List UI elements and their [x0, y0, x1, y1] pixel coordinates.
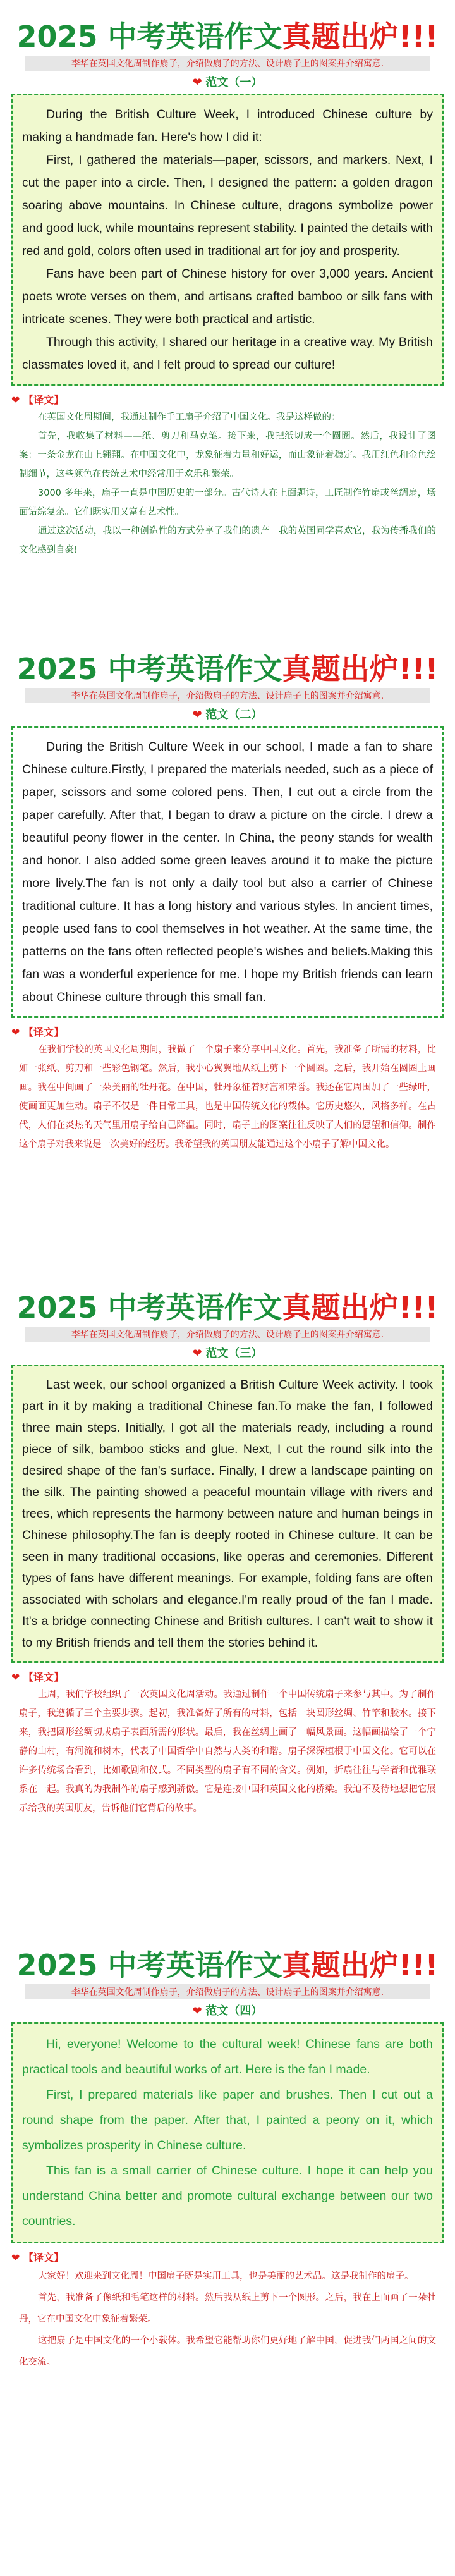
title-part2: 真题出炉!!!	[282, 1948, 439, 1982]
essay-box	[11, 2022, 444, 2243]
translation-paragraph: 首先，我收集了材料——纸、剪刀和马克笔。接下来，我把纸切成一个圆圈。然后，我设计了图案：一条金龙在山上翱翔。在中国文化中，龙象征着力量和好运，而山象征着稳定。我用红色和金色绘制细节，这些颜色在传统艺术中经常用于欢乐和繁荣。	[19, 431, 436, 479]
translation-paragraph: 大家好！欢迎来到文化周！中国扇子既是实用工具，也是美丽的艺术品。这是我制作的扇子。	[38, 2271, 414, 2281]
essay-paragraph: During the British Culture Week, I introduced Chinese culture by making a handmade fan. Here's how I did it:	[22, 107, 433, 144]
heading-label: 范文（四）	[205, 2004, 263, 2018]
page-title	[0, 19, 455, 54]
heading-label: 范文（一）	[205, 76, 263, 89]
heart-icon: ❤	[11, 1671, 20, 1683]
translation-text	[19, 408, 436, 560]
translation-paragraph: 3000 多年来，扇子一直是中国历史的一部分。古代诗人在上面题诗，工匠制作竹扇或丝绸扇，场面错综复杂。它们既实用又富有艺术性。	[19, 488, 436, 517]
title-part1: 2025 中考英语作文	[16, 1948, 282, 1982]
translation-paragraph: 首先，我准备了像纸和毛笔这样的材料。然后我从纸上剪下一个圆形。之后，我在上面画了一朵牡丹，它在中国文化中象征着繁荣。	[19, 2293, 436, 2324]
heart-icon: ❤	[11, 2252, 20, 2264]
section-heading	[0, 73, 455, 90]
essay-paragraph: During the British Culture Week in our school, I made a fan to share Chinese culture.Firstly, I prepared the materials needed, such as a piece of paper, scissors and some colored pens. Then, I cut out a circle from the paper carefully. After that, I began to draw a picture on the circle. I drew a beautiful peony flower in the center. In China, the peony stands for wealth and honor. I also added some green leaves around it to make the picture more lively.The fan is not only a daily tool but also a carrier of Chinese traditional culture. It has a long history and various styles. In ancient times, people used fans to cool themselves in hot weather. At the same time, the patterns on the fans often reflected people's wishes and beliefs.Making this fan was a wonderful experience for me. I hope my British friends can learn about Chinese culture through this small fan.	[22, 740, 433, 1004]
essay-paragraph: Through this activity, I shared our heritage in a creative way. My British classmates loved it, and I felt proud to spread our culture!	[22, 335, 433, 372]
subtitle: 李华在英国文化周制作扇子，介绍做扇子的方法、设计扇子上的图案并介绍寓意.	[25, 56, 430, 71]
essay-paragraph: First, I prepared materials like paper and brushes. Then I cut out a round shape from the paper. After that, I painted a peony on it, which symbolizes prosperity in Chinese culture.	[22, 2088, 433, 2152]
essay-section-4	[0, 1929, 455, 2373]
heart-icon: ❤	[192, 2004, 202, 2018]
subtitle: 李华在英国文化周制作扇子，介绍做扇子的方法、设计扇子上的图案并介绍寓意.	[25, 1327, 430, 1342]
title-part1: 2025 中考英语作文	[16, 652, 282, 686]
section-heading	[0, 2002, 455, 2018]
essay-section-2	[0, 632, 455, 1154]
essay-box	[11, 1365, 444, 1663]
essay-paragraph: This fan is a small carrier of Chinese culture. I hope it can help you understand China better and promote cultural exchange between our two countries.	[22, 2164, 433, 2228]
title-part1: 2025 中考英语作文	[16, 20, 282, 54]
essay-box	[11, 94, 444, 386]
translation-label: ❤ 【译文】	[11, 394, 64, 406]
essay-section-1	[0, 0, 455, 560]
translation-paragraph: 通过这次活动，我以一种创造性的方式分享了我们的遗产。我的英国同学喜欢它，我为传播我们的文化感到自豪!	[19, 526, 436, 555]
section-heading	[0, 706, 455, 722]
heart-icon: ❤	[192, 1347, 202, 1360]
heading-label: 范文（二）	[205, 708, 263, 721]
translation-text	[19, 2266, 436, 2373]
subtitle: 李华在英国文化周制作扇子，介绍做扇子的方法、设计扇子上的图案并介绍寓意.	[25, 688, 430, 703]
essay-paragraph: Last week, our school organized a British Culture Week activity. I took part in it by making a traditional Chinese fan.To make the fan, I followed three main steps. Initially, I got all the materials ready, including a round piece of silk, bamboo sticks and glue. Next, I cut the round silk into the desired shape of the fan's surface. Finally, I drew a landscape painting on the silk. The painting showed a peaceful mountain village with rivers and trees, which represents the harmony between nature and human beings in Chinese philosophy.The fan is deeply rooted in Chinese culture. It can be seen in many traditional occasions, like operas and ceremonies. Different types of fans have different meanings. For example, folding fans are often associated with scholars and elegance.I'm really proud of the fan I made. It's a bridge connecting Chinese and British cultures. I can't wait to show it to my British friends and tell them the stories behind it.	[22, 1378, 433, 1650]
translation-paragraph: 在我们学校的英国文化周期间，我做了一个扇子来分享中国文化。首先，我准备了所需的材料，比如一张纸、剪刀和一些彩色钢笔。然后，我小心翼翼地从纸上剪下一个圆圈。之后，我开始在圆圈上画画。我在中间画了一朵美丽的牡丹花。在中国，牡丹象征着财富和荣誉。我还在它周围加了一些绿叶，使画面更加生动。扇子不仅是一件日常工具，也是中国传统文化的载体。它历史悠久，风格多样。在古代，人们在炎热的天气里用扇子给自己降温。同时，扇子上的图案往往反映了人们的愿望和信仰。制作这个扇子对我来说是一次美好的经历。我希望我的英国朋友能通过这个小扇子了解中国文化。	[19, 1045, 436, 1150]
heading-label: 范文（三）	[205, 1347, 263, 1360]
title-part2: 真题出炉!!!	[282, 1291, 439, 1325]
section-heading	[0, 1344, 455, 1361]
heart-icon: ❤	[11, 394, 20, 406]
heart-icon: ❤	[11, 1026, 20, 1038]
title-part2: 真题出炉!!!	[282, 652, 439, 686]
translation-label: ❤ 【译文】	[11, 1026, 64, 1038]
title-part1: 2025 中考英语作文	[16, 1291, 282, 1325]
translation-text	[19, 1685, 436, 1818]
translation-paragraph: 这把扇子是中国文化的一个小载体。我希望它能帮助你们更好地了解中国，促进我们两国之间的文化交流。	[19, 2336, 436, 2367]
title-part2: 真题出炉!!!	[282, 20, 439, 54]
page-title	[0, 1947, 455, 1983]
essay-section-3	[0, 1271, 455, 1818]
page-title	[0, 651, 455, 687]
heart-icon: ❤	[192, 76, 202, 89]
heart-icon: ❤	[192, 708, 202, 721]
essay-paragraph: Fans have been part of Chinese history for over 3,000 years. Ancient poets wrote verses on them, and artisans crafted bamboo or silk fans with intricate scenes. They were both practical and artistic.	[22, 267, 433, 326]
translation-label: ❤ 【译文】	[11, 2252, 64, 2264]
page-title	[0, 1290, 455, 1325]
translation-text	[19, 1040, 436, 1154]
translation-paragraph: 在英国文化周期间，我通过制作手工扇子介绍了中国文化。我是这样做的：	[38, 412, 341, 422]
essay-paragraph: Hi, everyone! Welcome to the cultural week! Chinese fans are both practical tools and beautiful works of art. Here is the fan I made.	[22, 2037, 433, 2076]
translation-paragraph: 上周，我们学校组织了一次英国文化周活动。我通过制作一个中国传统扇子来参与其中。为了制作扇子，我遵循了三个主要步骤。起初，我准备好了所有的材料，包括一块圆形丝绸、竹竿和胶水。接下来，我把圆形丝绸切成扇子表面所需的形状。最后，我在丝绸上画了一幅风景画。这幅画描绘了一个宁静的山村，有河流和树木，代表了中国哲学中自然与人类的和谐。扇子深深植根于中国文化。它可以在许多传统场合看到，比如歌剧和仪式。不同类型的扇子有不同的含义。例如，折扇往往与学者和优雅联系在一起。我真的为我制作的扇子感到骄傲。它是连接中国和英国文化的桥梁。我迫不及待地想把它展示给我的英国朋友，告诉他们它背后的故事。	[19, 1690, 436, 1813]
translation-label: ❤ 【译文】	[11, 1671, 64, 1683]
subtitle: 李华在英国文化周制作扇子，介绍做扇子的方法、设计扇子上的图案并介绍寓意.	[25, 1984, 430, 1999]
essay-box	[11, 726, 444, 1018]
essay-paragraph: First, I gathered the materials—paper, scissors, and markers. Next, I cut the paper into a circle. Then, I designed the pattern: a golden dragon soaring above mountains. In Chinese culture, dragons symbolize power and good luck, while mountains represent stability. I painted the details with red and gold, colors often used in traditional art for joy and prosperity.	[22, 153, 433, 258]
